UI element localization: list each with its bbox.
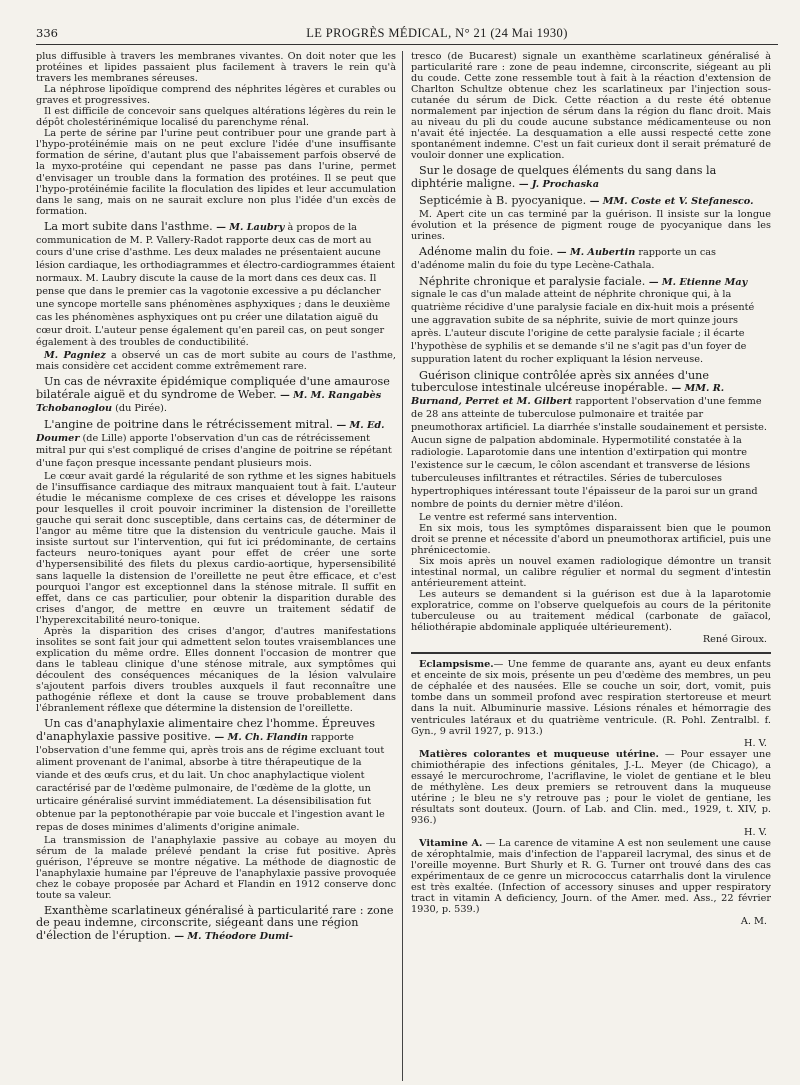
section-divider <box>411 652 771 654</box>
section-heading <box>36 905 396 943</box>
section-title: Exanthème scarlatineux généralisé à particularité rare : zone de peau indemne, circonscrite, siégeant dans une région d'élection de l'éruption. <box>36 903 394 942</box>
continued-paragraph: tresco (de Bucarest) signale un exanthème scarlatineux généralisé à particularité rare : zone de peau indemne, circonscrite, siégeant au pli du coude. Cette zone ressemble tout à fait à la réaction d'extension de Charlton Schultze obtenue chez les scarlatineux par l'injection sous-cutanée du sérum de Dick. Cette réaction a du reste été obtenue normalement par injection de sérum dans la région du flanc droit. Mais au niveau du pli du coude aucune substance médicamenteuse ou non n'avait été injectée. La desquamation a elle aussi respecté cette zone spontanément indemne. C'est un fait curieux dont il serait prématuré de vouloir donner une explication. <box>411 51 771 162</box>
signature: René Giroux. <box>702 634 767 646</box>
section-heading <box>411 195 771 208</box>
section-title: L'angine de poitrine dans le rétrécissement mitral. <box>44 417 333 431</box>
intro-paragraph: La perte de sérine par l'urine peut contribuer pour une grande part à l'hypo-protéinémie mais on ne peut exclure l'idée d'une insuffisante formation de sérine, d'autant plus que l'abaissement parfois observé de la myxo-protéine qui cependant ne passe pas dans l'urine, permet d'envisager un trouble dans la formation des protéines. Il se peut que l'hypo-protéinémie facilite la floculation des lipides et leur accumulation dans le sang, mais on ne saurait exclure non plus l'idée d'un excès de formation. <box>36 128 396 217</box>
section-heading <box>411 165 771 190</box>
section-title: Guérison clinique contrôlée après six années d'une tuberculose intestinale ulcéreuse inopérable. <box>411 368 710 395</box>
section-heading <box>36 376 396 414</box>
section-author: — MM. Coste et V. Stefanesco. <box>589 195 754 207</box>
section-author: — J. Prochaska <box>518 179 600 191</box>
abstracts-block <box>411 659 771 927</box>
intro-paragraph: plus diffusible à travers les membranes vivantes. On doit noter que les protéines et lipides passaient plus facilement à travers le rein qu'à travers les membranes séreuses. <box>36 51 396 85</box>
section-author: — M. Théodore Dumi- <box>174 930 294 942</box>
abstract-text: — Pour essayer une chimiothérapie des infections génitales, J.-L. Meyer (de Chicago), a essayé le mercurochrome, l'acriflavine, le violet de gentiane et le bleu de méthylène. Les deux premiers se retrouvent dans la muqueuse utérine ; le bleu ne s'y retrouve pas ; pour le violet de gentiane, les résultats sont douteux. (Journ. of Lab. and Clin. med., 1929, t. XIV, p. 936.) <box>411 748 771 826</box>
abstract-title: Matières colorantes et muqueuse utérine. <box>419 748 659 760</box>
abstract-paragraph <box>411 838 771 915</box>
section-author: — MM. R. Burnand, Perret et M. Gilbert <box>411 383 725 408</box>
section-title: Un cas d'anaphylaxie alimentaire chez l'homme. Épreuves d'anaphylaxie passive positive. <box>36 717 376 743</box>
section-paragraph: En six mois, tous les symptômes disparaissent bien que le poumon droit se prenne et nécessite d'abord un pneumothorax artificiel, puis une phrénicectomie. <box>411 522 771 556</box>
section-author: — M. Ch. Flandin <box>214 731 308 743</box>
section-heading <box>411 276 771 366</box>
section-heading <box>36 221 396 350</box>
journal-title: LE PROGRÈS MÉDICAL, N° 21 (24 Mai 1930) <box>306 26 568 40</box>
abstract-paragraph <box>411 659 771 736</box>
section-heading <box>411 370 771 511</box>
section-paragraph: Le cœur avait gardé la régularité de son rythme et les signes habituels de l'insuffisance cardiaque des mitraux manquaient tout à fait. L'auteur étudie le mécanisme complexe de ces crises et développe les raisons pour lesquelles il croit pouvoir incriminer la distension de l'oreillette gauche qui serait donc susceptible, dans certains cas, de déterminer de l'angor au même titre que la distension du ventricule gauche. Mais il insiste surtout sur l'intervention, qui fut ici prédominante, de certains facteurs neuro-toniques ayant pour effet de créer une sorte d'hypersensibilité des filets du plexus cardio-aortique, hypersensibilité sans laquelle la distension de l'oreillette ne peut être efficace, et c'est pourquoi l'angor est exceptionnel dans la sténose mitrale. Il suffit en effet, dans ce cas particulier, pour obtenir la disparition durable des crises d'angor, de mettre en œuvre un traitement sédatif de l'hyperexcitabilité neuro-tonique. <box>36 471 396 626</box>
abstract-text: — La carence de vitamine A est non seulement une cause de xérophtalmie, mais d'infection de l'appareil lacrymal, des sinus et de l'oreille moyenne. Burt Shurly et R. G. Turner ont trouvé dans des cas expérimentaux de ce genre un micrococcus catarrhalis dont la virulence est très exaltée. (Infection of accessory sinuses and upper respiratory tract in vitamin A deficiency, Journ. of the Amer. med. Ass., 22 février 1930, p. 539.) <box>411 837 771 916</box>
section-title: Sur le dosage de quelques éléments du sang dans la diphtérie maligne. <box>411 164 717 191</box>
section-title: Adénome malin du foie. <box>419 244 554 258</box>
abstract-signature: H. V. <box>744 737 767 749</box>
section-paragraph: Les auteurs se demandent si la guérison est due à la laparotomie exploratrice, comme on l'observe quelquefois au cours de la péritonite tuberculeuse ou au traitement médical (carbonate de gaïacol, héliothérapie abdominale appliquée ultérieurement). <box>411 589 771 634</box>
section-text: rapportent l'observation d'une femme de 28 ans atteinte de tuberculose pulmonaire et traitée par pneumothorax artificiel. La diarrhée s'installe soudainement et persiste. Aucun signe de palpation abdominale. Hypermotilité constatée à la radiologie. Laparotomie dans une intention d'extirpation qui montre l'existence sur le cæcum, le côlon ascendant et transverse de lésions tuberculeuses infiltrantes et rétractiles. Séries de tuberculoses hypertrophiques intéressant toute l'épaisseur de la paroi sur un grand nombre de points du dernier mètre d'iléon. <box>411 396 767 510</box>
section-author: — M. Laubry <box>216 221 285 233</box>
section-heading <box>411 246 771 272</box>
section-text: rapporte un cas d'adénome malin du foie du type Lecène-Cathala. <box>411 246 717 271</box>
abstract-title: Vitamine A. <box>419 837 483 849</box>
section-paragraph: M. Apert cite un cas terminé par la guérison. Il insiste sur la longue évolution et la présence de pigment rouge de pyocyanique dans les urines. <box>411 208 771 242</box>
section-title: Néphrite chronique et paralysie faciale. <box>419 274 646 288</box>
paragraph-text: a observé un cas de mort subite au cours de l'asthme, mais considère cet accident comme extrêmement rare. <box>36 350 396 373</box>
abstract-text: — Une femme de quarante ans, ayant eu deux enfants et enceinte de six mois, présente un peu d'œdème des membres, un peu de céphalée et des nausées. Elle se couche un soir, dort, vomit, puis tombe dans un sommeil profond avec respiration stertoreuse et meurt dans la nuit. Albuminurie massive. Lésions rénales et hémorragie des ventricules latéraux et du quatrième ventricule. (R. Pohl. Zentralbl. f. Gyn., 9 avril 1927, p. 913.) <box>411 659 771 737</box>
intro-paragraph: Il est difficile de concevoir sans quelques altérations légères du rein le dépôt cholestérinémique localisé du parenchyme rénal. <box>36 106 396 129</box>
section-text: à propos de la communication de M. P. Vallery-Radot rapporte deux cas de mort au cours d'une crise d'asthme. Les deux malades ne présentaient aucune lésion cardiaque, les orthodiagrammes et électro-cardiogrammes étaient normaux. M. Laubry discute la cause de la mort dans ces deux cas. Il pense que dans le premier cas la vagotonie excessive a pu déclancher une syncope mortelle sans phénomènes asphyxiques ; dans le deuxième cas les phénomènes asphyxiques ont pu créer une dilatation aiguë du cœur droit. L'auteur pense également qu'en pareil cas, on peut songer également à des troubles de conductibilité. <box>36 221 395 349</box>
intro-paragraph: La néphrose lipoïdique comprend des néphrites légères et curables ou graves et progressives. <box>36 84 396 107</box>
section-paragraph: Six mois après un nouvel examen radiologique démontre un transit intestinal normal, un calibre régulier et normal du segment d'intestin antérieurement atteint. <box>411 555 771 590</box>
section-paragraph: Le ventre est refermé sans intervention. <box>419 511 618 523</box>
section-paragraph <box>36 350 396 372</box>
section-author: — M. Aubertin <box>556 246 636 258</box>
section-author: — M. Etienne May <box>648 276 748 288</box>
section-title: Un cas de névraxite épidémique compliquée d'une amaurose bilatérale aiguë et du syndrome de Weber. <box>36 375 390 401</box>
section-text: (de Lille) apporte l'observation d'un cas de rétrécissement mitral pur qui s'est compliqué de crises d'angine de poitrine se répétant d'une façon presque incessante pendant plusieurs mois. <box>36 432 392 470</box>
section-heading <box>36 419 396 470</box>
section-author-tail: (du Pirée). <box>112 402 167 414</box>
section-text: rapporte l'observation d'une femme qui, après trois ans de régime excluant tout aliment provenant de l'animal, absorbe à titre thérapeutique de la viande et des œufs crus, et du lait. Un choc anaphylactique violent caractérisé par de l'œdème pulmonaire, de l'œdème de la glotte, un urticaire généralisé survint immédiatement. La désensibilisation fut obtenue par la peptonothérapie par voie buccale et l'ingestion avant le repas de doses minimes d'aliments d'origine animale. <box>36 731 385 833</box>
section-paragraph: Après la disparition des crises d'angor, d'autres manifestations insolites se sont fait jour qui admettent selon toutes vraisemblances une explication du même ordre. Elles donnent l'occasion de montrer que dans le tableau clinique d'une sténose mitrale, aux symptômes qui découlent des conséquences mécaniques de la lésion valvulaire s'ajoutent parfois divers troubles auxquels il faut reconnaître une pathogénie réflexe et dont la cause se trouve probablement dans l'ébranlement réflexe que détermine la distension de l'oreillette. <box>36 625 396 715</box>
right-column <box>402 51 771 1081</box>
two-column-body <box>36 51 778 1081</box>
page-number: 336 <box>36 26 58 40</box>
section-text: signale le cas d'un malade atteint de néphrite chronique qui, à la quatrième récidive d'une paralysie faciale en dix-huit mois a présenté une aggravation subite de sa néphrite, suivie de mort quinze jours après. L'auteur discute l'origine de cette paralysie faciale ; il écarte l'hypothèse de syphilis et se demande s'il ne s'agit pas d'un foyer de suppuration latent du rocher expliquant la lésion nerveuse. <box>411 289 755 365</box>
section-paragraph: La transmission de l'anaphylaxie passive au cobaye au moyen du sérum de la malade prélevé pendant la crise fut positive. Après guérison, l'épreuve se montre négative. La méthode de diagnostic de l'anaphylaxie humaine par l'épreuve de l'anaphylaxie passive provoquée chez le cobaye proposée par Achard et Flandin en 1912 conserve donc toute sa valeur. <box>36 834 396 901</box>
paragraph-author: M. Pagniez <box>44 350 106 362</box>
abstract-signature: H. V. <box>744 826 767 838</box>
page-header <box>36 26 778 45</box>
abstract-signature: A. M. <box>740 916 767 928</box>
section-author: — M. Ed. Doumer <box>36 419 385 444</box>
section-title: La mort subite dans l'asthme. <box>44 219 213 233</box>
section-author: — M. M. Rangabès Tchobanoglou <box>36 389 382 414</box>
section-title: Septicémie à B. pyocyanique. <box>419 193 587 207</box>
abstract-paragraph <box>411 749 771 826</box>
left-column <box>36 51 402 1081</box>
section-heading <box>36 718 396 833</box>
abstract-title: Eclampsisme. <box>419 659 494 671</box>
